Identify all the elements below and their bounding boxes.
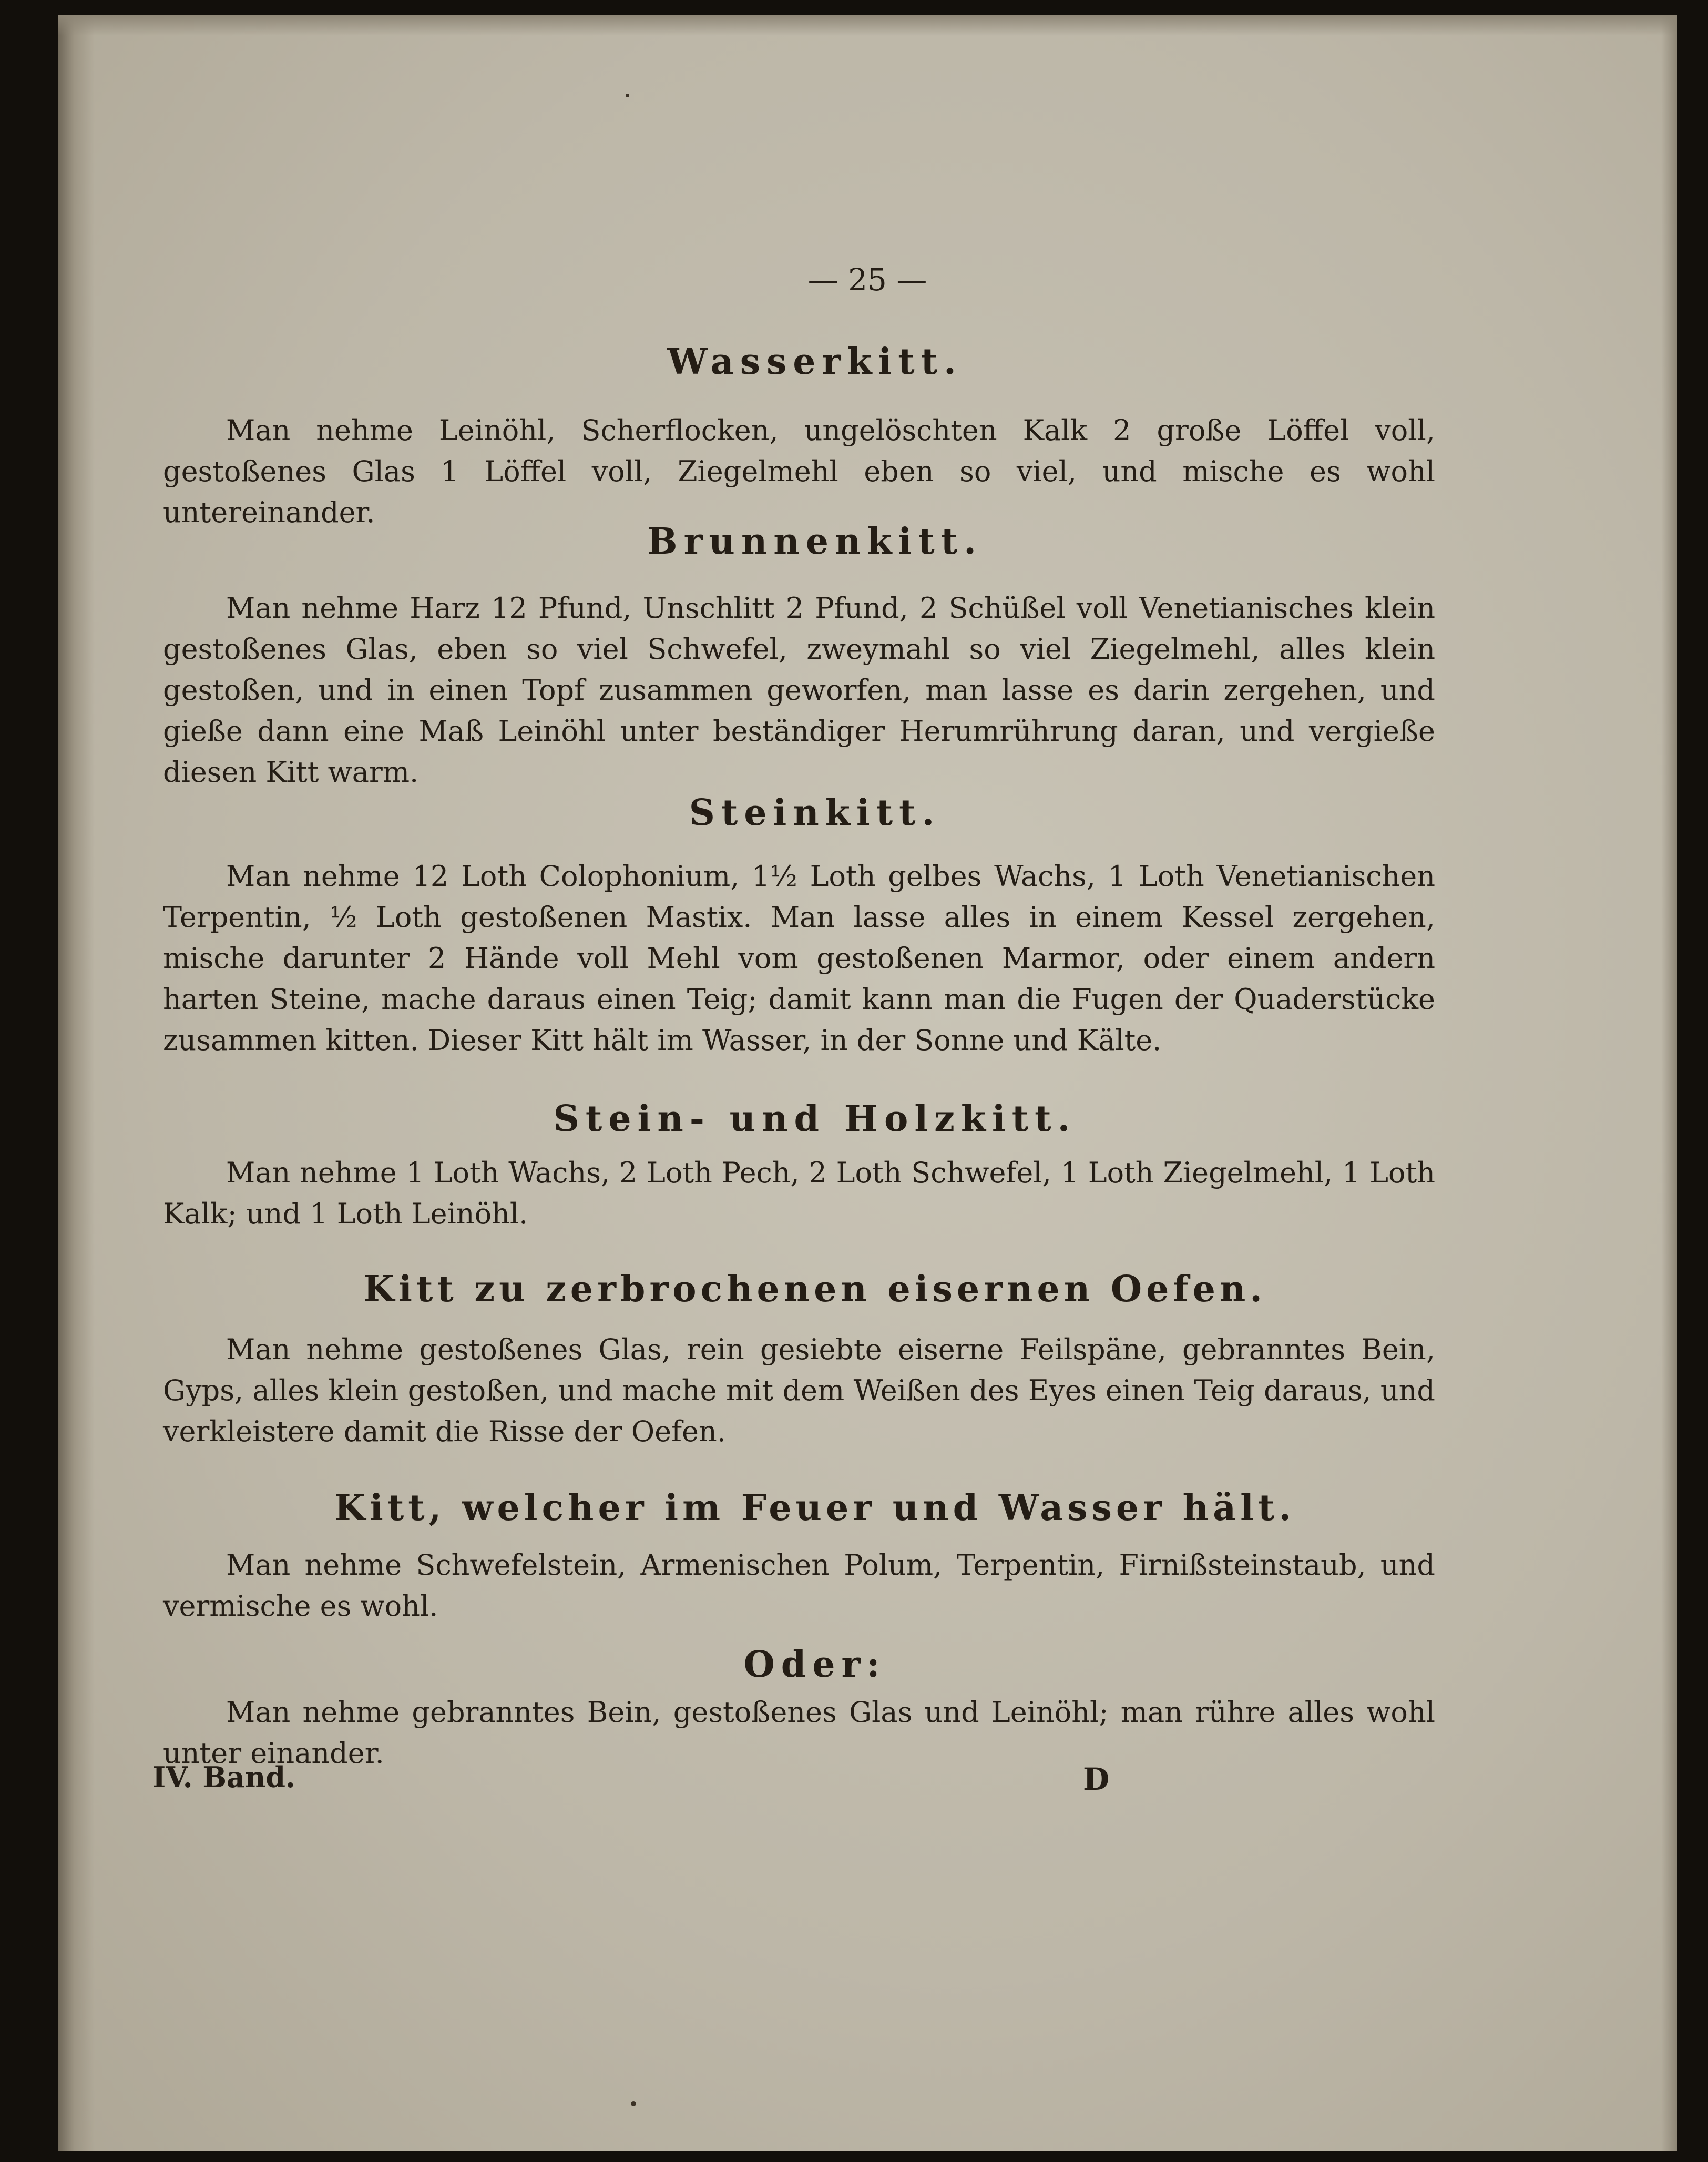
section-text-steinkitt: Man nehme 12 Loth Colophonium, 1½ Loth gelbes Wachs, 1 Loth Venetianischen Terpentin, ½ Loth gestoßenen Mastix. Man lasse alles in einem Kessel zergehen, mische darunter 2 Hände voll Mehl vom gestoßenen Marmor, oder einem andern harten Steine, mache daraus einen Teig; damit kann man die Fugen der Quaderstücke zusammen kitten. Dieser Kitt hält im Wasser, in der Sonne und Kälte. bbox=[163, 860, 1435, 1057]
document-page bbox=[58, 15, 1677, 2151]
section-text-stein-und-holzkitt: Man nehme 1 Loth Wachs, 2 Loth Pech, 2 Loth Schwefel, 1 Loth Ziegelmehl, 1 Loth Kalk; und 1 Loth Leinöhl. bbox=[163, 1156, 1435, 1230]
section-text-wasserkitt: Man nehme Leinöhl, Scherflocken, ungelöschten Kalk 2 große Löffel voll, gestoßenes Glas 1 Löffel voll, Ziegelmehl eben so viel, und mische es wohl untereinander. bbox=[163, 414, 1435, 529]
page-text bbox=[58, 15, 1677, 2151]
page-number: — 25 — bbox=[807, 262, 927, 298]
section-text-kitt-eiserne-oefen: Man nehme gestoßenes Glas, rein gesiebte eiserne Feilspäne, gebranntes Bein, Gyps, alles klein gestoßen, und mache mit dem Weißen des Eyes einen Teig daraus, und verkleistere damit die Risse der Oefen. bbox=[163, 1333, 1435, 1448]
section-heading-kitt-eiserne-oefen: Kitt zu zerbrochenen eisernen Oefen. bbox=[363, 1268, 1266, 1310]
signature-letter: D bbox=[1083, 1761, 1110, 1797]
section-text-oder: Man nehme gebranntes Bein, gestoßenes Glas und Leinöhl; man rühre alles wohl unter einander. bbox=[163, 1696, 1435, 1770]
signature-mark: IV. Band. bbox=[152, 1760, 295, 1794]
section-heading-steinkitt: Steinkitt. bbox=[689, 792, 941, 834]
section-heading-kitt-feuer-wasser: Kitt, welcher im Feuer und Wasser hält. bbox=[334, 1487, 1296, 1529]
section-text-brunnenkitt: Man nehme Harz 12 Pfund, Unschlitt 2 Pfund, 2 Schüßel voll Venetianisches klein gestoßenes Glas, eben so viel Schwefel, zweymahl so viel Ziegelmehl, alles klein gestoßen, und in einen Topf zusammen geworfen, man lasse es darin zergehen, und gieße dann eine Maß Leinöhl unter beständiger Herumrührung daran, und vergieße diesen Kitt warm. bbox=[163, 592, 1435, 789]
section-heading-stein-und-holzkitt: Stein- und Holzkitt. bbox=[553, 1098, 1077, 1140]
section-text-kitt-feuer-wasser: Man nehme Schwefelstein, Armenischen Polum, Terpentin, Firnißsteinstaub, und vermische es wohl. bbox=[163, 1548, 1435, 1623]
section-heading-oder: Oder: bbox=[743, 1644, 886, 1686]
paper-speck bbox=[626, 94, 629, 97]
section-heading-wasserkitt: Wasserkitt. bbox=[667, 341, 963, 383]
paper-speck bbox=[631, 2101, 636, 2106]
section-heading-brunnenkitt: Brunnenkitt. bbox=[647, 521, 983, 563]
